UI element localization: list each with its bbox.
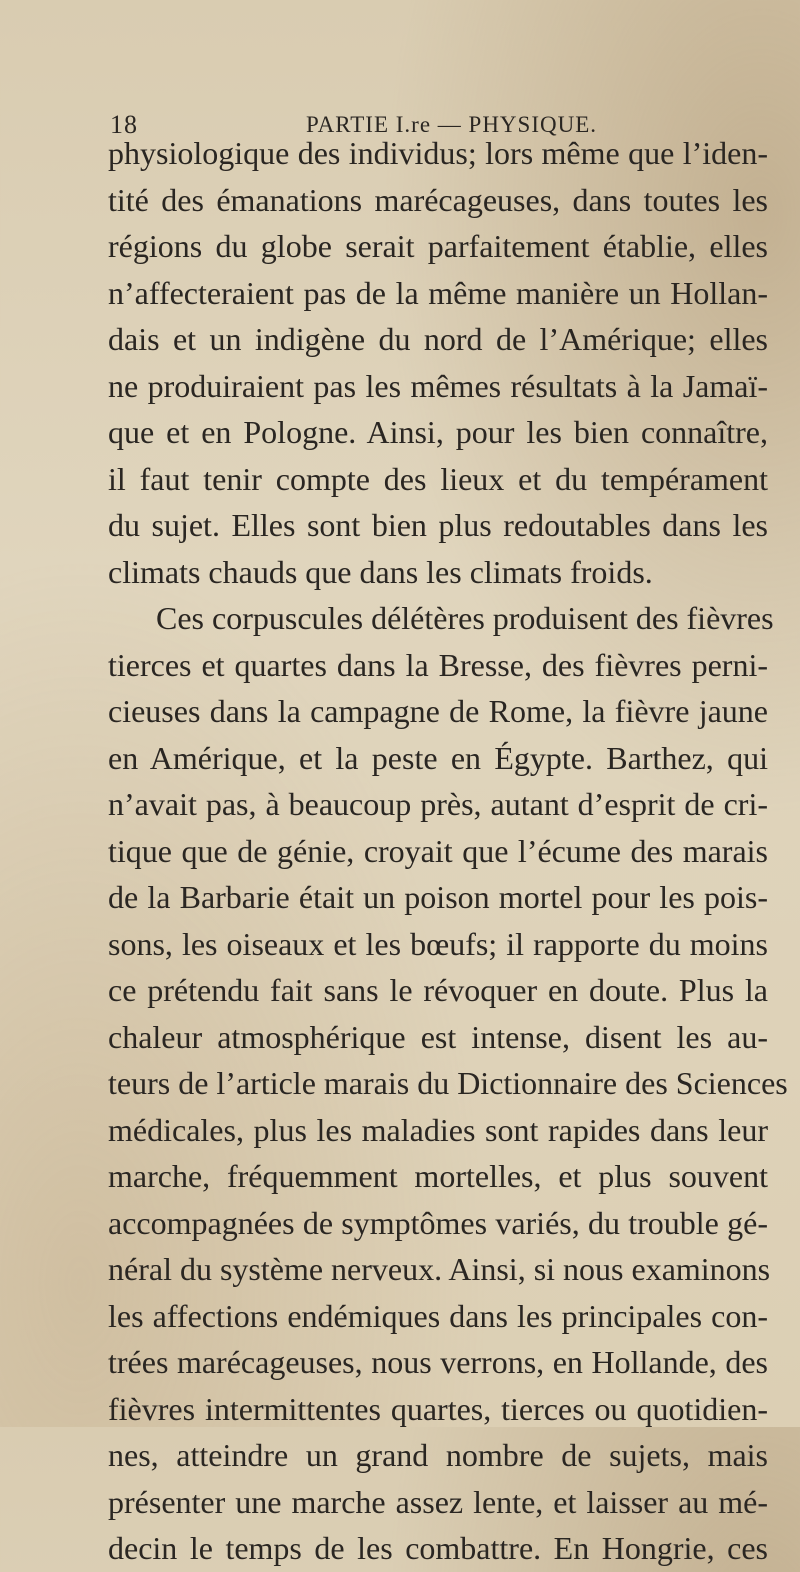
- text-line: régions du globe serait parfaitement établie, elles: [108, 228, 768, 264]
- text-line: les affections endémiques dans les principales con-: [108, 1297, 768, 1334]
- text-line: il faut tenir compte des lieux et du tempérament: [108, 460, 768, 497]
- text-line: néral du système nerveux. Ainsi, si nous examinons: [108, 1251, 771, 1287]
- text-line: accompagnées de symptômes variés, du trouble gé-: [108, 1204, 768, 1241]
- text-line: marche, fréquemment mortelles, et plus souvent: [108, 1158, 768, 1194]
- text-line: decin le temps de les combattre. En Hongrie, ces: [108, 1530, 768, 1566]
- text-line: trées marécageuses, nous verrons, en Hollande, des: [108, 1344, 768, 1380]
- text-line: nes, atteindre un grand nombre de sujets, mais: [108, 1437, 768, 1473]
- body-text: [108, 130, 788, 1572]
- text-line: physiologique des individus; lors même que l’iden-: [108, 135, 768, 171]
- running-title: PARTIE I.re — PHYSIQUE.: [306, 112, 598, 137]
- text-line: ne produiraient pas les mêmes résultats à la Jamaï-: [108, 367, 768, 404]
- text-line: n’avait pas, à beaucoup près, autant d’esprit de cri-: [108, 786, 768, 822]
- text-line: Ces corpuscules délétères produisent des fièvres: [156, 600, 774, 636]
- text-line: du sujet. Elles sont bien plus redoutables dans les: [108, 507, 768, 543]
- text-line: chaleur atmosphérique est intense, disent les au-: [108, 1018, 768, 1055]
- page-number: 18: [110, 110, 138, 139]
- text-line: cieuses dans la campagne de Rome, la fièvre jaune: [108, 693, 768, 729]
- text-line: tierces et quartes dans la Bresse, des fièvres perni-: [108, 646, 768, 683]
- text-line: ce prétendu fait sans le révoquer en doute. Plus la: [108, 972, 768, 1008]
- text-line: climats chauds que dans les climats froids.: [108, 553, 653, 590]
- text-line: teurs de l’article marais du Dictionnaire des Sciences: [108, 1065, 788, 1101]
- text-line: sons, les oiseaux et les bœufs; il rapporte du moins: [108, 925, 768, 962]
- text-line: médicales, plus les maladies sont rapides dans leur: [108, 1111, 768, 1148]
- text-line: en Amérique, et la peste en Égypte. Barthez, qui: [108, 739, 768, 776]
- text-line: dais et un indigène du nord de l’Amérique; elles: [108, 321, 768, 357]
- text-line: tique que de génie, croyait que l’écume des marais: [108, 832, 768, 869]
- text-line: présenter une marche assez lente, et laisser au mé-: [108, 1483, 768, 1520]
- text-line: de la Barbarie était un poison mortel pour les pois-: [108, 879, 768, 915]
- text-line: n’affecteraient pas de la même manière un Hollan-: [108, 274, 768, 311]
- text-line: tité des émanations marécageuses, dans toutes les: [108, 181, 768, 218]
- text-line: fièvres intermittentes quartes, tierces ou quotidien-: [108, 1390, 768, 1427]
- text-line: que et en Pologne. Ainsi, pour les bien connaître,: [108, 414, 768, 450]
